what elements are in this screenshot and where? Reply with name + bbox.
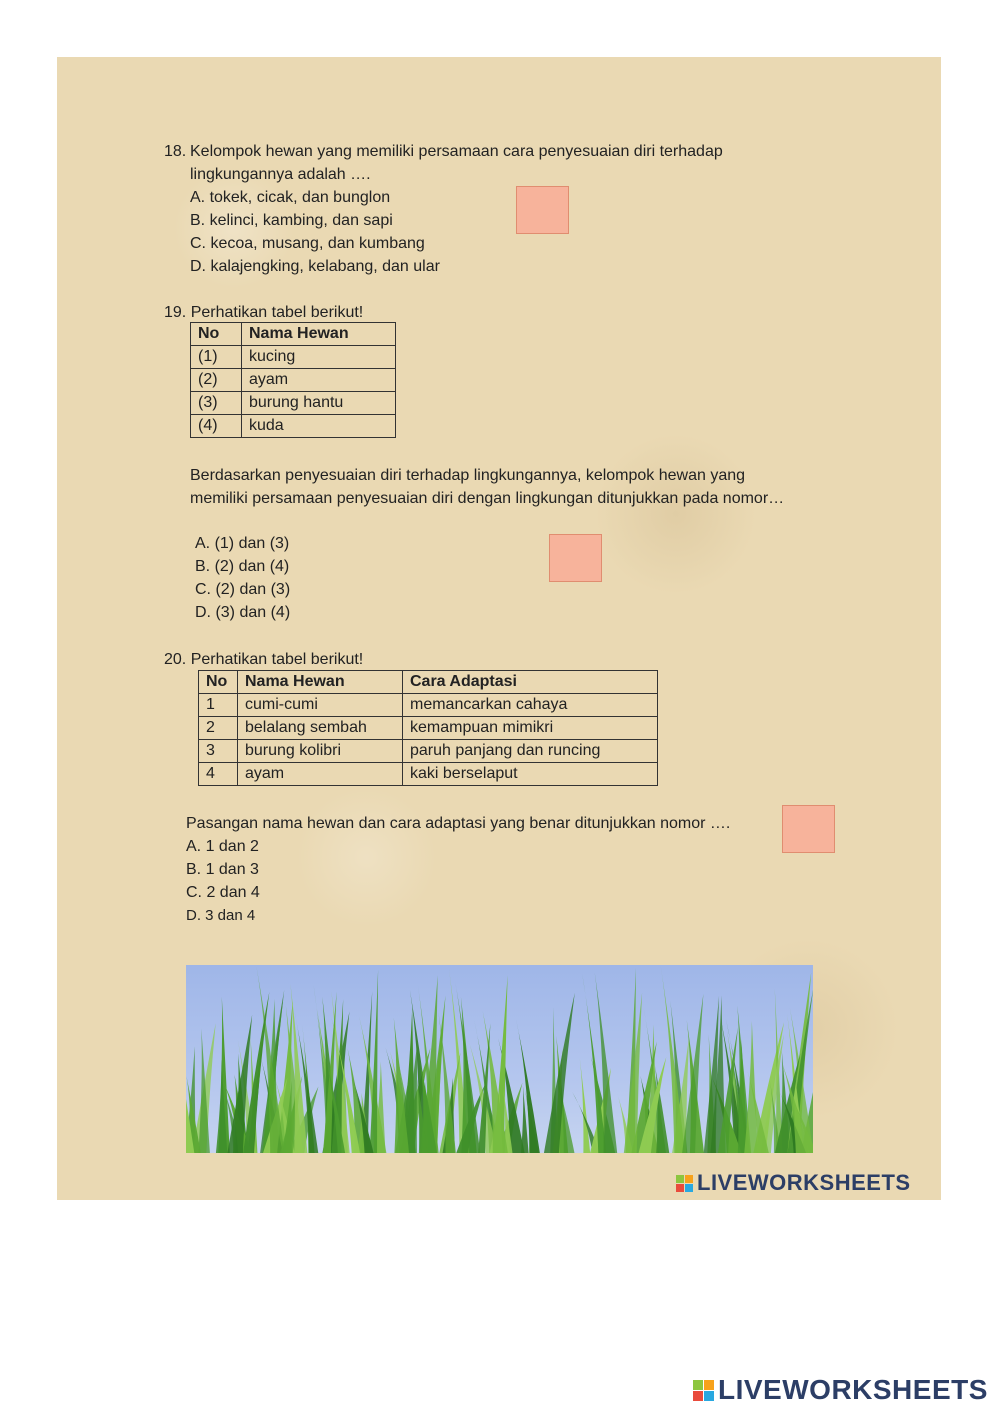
option-b: B. (2) dan (4) [195, 558, 290, 575]
question-number: 18. [164, 143, 187, 160]
question-19-stem [190, 464, 850, 510]
table-row: (1) kucing [191, 346, 396, 369]
option-d: D. (3) dan (4) [195, 604, 291, 621]
answer-input-20[interactable] [782, 805, 835, 853]
grass-blade [438, 1012, 455, 1153]
question-20-intro [164, 648, 363, 671]
brand-logo-inner [676, 1170, 911, 1196]
table-header: No [199, 671, 238, 694]
table-header: Cara Adaptasi [403, 671, 658, 694]
brand-logo-footer [693, 1374, 988, 1406]
option-d: D. kalajengking, kelabang, dan ular [190, 258, 440, 275]
option-a: A. tokek, cicak, dan bunglon [190, 189, 391, 206]
table-row: (4) kuda [191, 415, 396, 438]
table-row: (3) burung hantu [191, 392, 396, 415]
question-20-stem [186, 812, 730, 927]
answer-input-18[interactable] [516, 186, 569, 234]
question-18 [164, 140, 839, 278]
option-c: C. (2) dan (3) [195, 581, 291, 598]
option-a: A. 1 dan 2 [186, 838, 259, 855]
table-header: Nama Hewan [238, 671, 403, 694]
option-c: C. 2 dan 4 [186, 884, 260, 901]
brand-mark-icon [676, 1175, 693, 1192]
question-stem-line: memiliki persamaan penyesuaian diri dengan lingkungan ditunjukkan pada nomor… [190, 490, 785, 507]
grass-blade [370, 970, 378, 1153]
question-number: 19. [164, 304, 187, 321]
question-19-intro [164, 301, 363, 324]
table-row: 2 belalang sembah kemampuan mimikri [199, 717, 658, 740]
option-c: C. kecoa, musang, dan kumbang [190, 235, 425, 252]
table-row: 3 burung kolibri paruh panjang dan runcing [199, 740, 658, 763]
option-b: B. kelinci, kambing, dan sapi [190, 212, 393, 229]
animal-table-19 [190, 322, 396, 438]
table-row: 4 ayam kaki berselaput [199, 763, 658, 786]
grass-blade [544, 993, 575, 1153]
table-row: (2) ayam [191, 369, 396, 392]
option-d: D. 3 dan 4 [186, 907, 256, 924]
question-number: 20. [164, 651, 187, 668]
brand-name: LIVEWORKSHEETS [718, 1374, 988, 1405]
brand-name: LIVEWORKSHEETS [697, 1170, 911, 1195]
question-stem: Pasangan nama hewan dan cara adaptasi yang benar ditunjukkan nomor …. [186, 815, 731, 832]
adaptation-table-20 [198, 670, 658, 786]
option-a: A. (1) dan (3) [195, 535, 290, 552]
grass-banner-image [186, 965, 813, 1153]
table-header: Nama Hewan [242, 323, 396, 346]
question-stem-line: Kelompok hewan yang memiliki persamaan cara penyesuaian diri terhadap [190, 143, 723, 160]
grass-illustration [186, 965, 813, 1153]
question-stem-line: Berdasarkan penyesuaian diri terhadap lingkungannya, kelompok hewan yang [190, 467, 746, 484]
option-b: B. 1 dan 3 [186, 861, 259, 878]
grass-blade [744, 1021, 758, 1153]
question-intro: Perhatikan tabel berikut! [190, 304, 364, 321]
grass-blade [580, 1058, 590, 1153]
question-19-options [195, 532, 290, 624]
question-intro: Perhatikan tabel berikut! [190, 651, 364, 668]
brand-mark-icon [693, 1380, 714, 1401]
answer-input-19[interactable] [549, 534, 602, 582]
question-stem-line: lingkungannya adalah …. [190, 166, 371, 183]
table-header: No [191, 323, 242, 346]
table-row: 1 cumi-cumi memancarkan cahaya [199, 694, 658, 717]
